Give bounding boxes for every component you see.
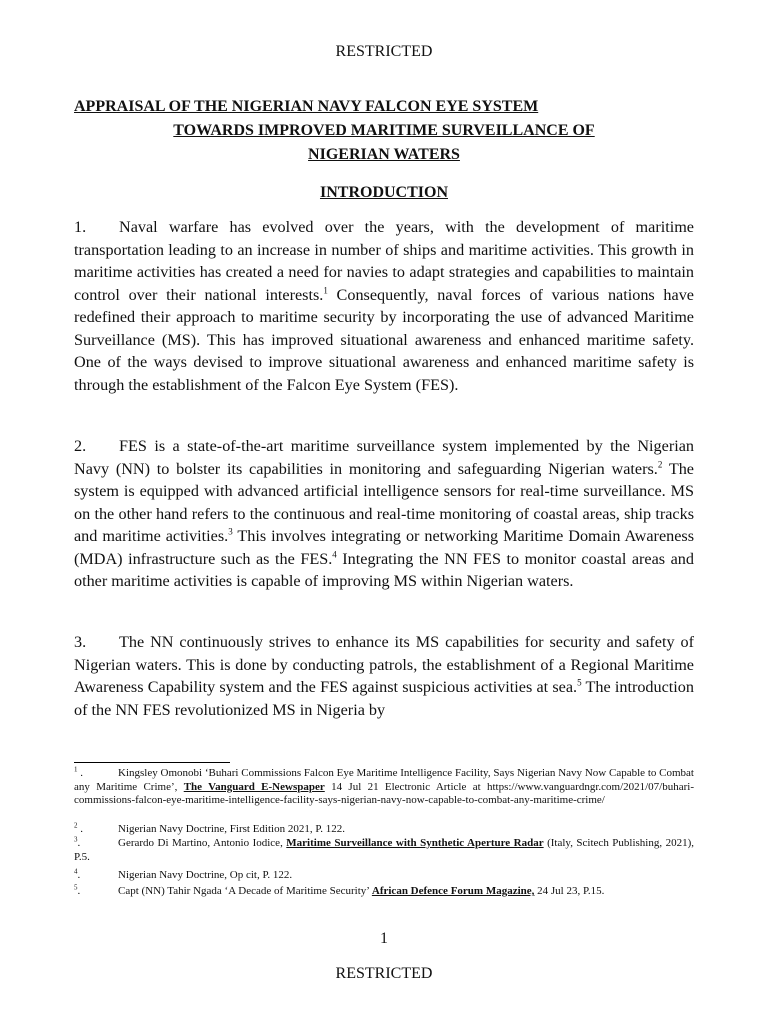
footnote-marker-suffix: . [77, 869, 81, 881]
footnote-text: Gerardo Di Martino, Antonio Iodice, [118, 837, 287, 849]
footnote-marker [74, 837, 118, 851]
paragraph-text: Naval warfare has evolved over the years, with the development of maritime transportation leading to an increase in number of ships and maritime activities. This growth in maritime activities has created a need for navies to adapt strategies and capabilities to maintain control over their national interests. [74, 218, 694, 304]
footnote-marker [74, 767, 118, 781]
title-line-3: NIGERIAN WATERS [308, 146, 460, 163]
footnote-source-title: African Defence Forum Magazine, [371, 885, 535, 897]
footnote-marker-number: 2 [74, 821, 78, 830]
footnote-2 [74, 823, 694, 837]
footnote-1 [74, 767, 694, 808]
footnote-text: Capt (NN) Tahir Ngada ‘A Decade of Maritime Security’ [118, 885, 372, 897]
paragraph-text: The introduction of the NN FES revolutionized MS in Nigeria by [74, 678, 694, 719]
footnote-marker [74, 869, 118, 883]
paragraph-3 [74, 631, 694, 721]
footnote-reference: 1 [323, 285, 328, 296]
footnote-reference: 2 [657, 459, 663, 470]
paragraph-text: The system is equipped with advanced artificial intelligence sensors for real-time surveillance. MS on the other hand refers to the continuous and real-time monitoring of coastal areas, ship tracks and maritime activities. [74, 459, 694, 545]
header-security-marking: RESTRICTED [335, 43, 433, 60]
footnote-4 [74, 869, 694, 883]
footnote-3 [74, 837, 694, 864]
footnote-text: (Italy, Scitech Publishing, 2021), P.5. [74, 837, 694, 863]
footnote-text: 24 Jul 23, P.15. [534, 885, 605, 897]
paragraph-text: This involves integrating or networking Maritime Domain Awareness (MDA) infrastructure such as the FES. [74, 527, 695, 568]
title-line-2: TOWARDS IMPROVED MARITIME SURVEILLANCE OF [173, 122, 595, 139]
footnote-text: Nigerian Navy Doctrine, First Edition 2021, P. 122. [118, 823, 346, 835]
footnote-reference: 4 [332, 549, 337, 560]
footnote-marker-number: 1 [74, 765, 78, 774]
footnote-source-title: Maritime Surveillance with Synthetic Aperture Radar [286, 837, 544, 849]
footnote-reference: 5 [577, 677, 582, 688]
section-heading: INTRODUCTION [319, 184, 448, 201]
footnote-marker-suffix: . [77, 885, 81, 897]
footnote-marker-suffix: . [77, 767, 83, 779]
footnote-marker [74, 823, 118, 837]
footnote-5 [74, 885, 694, 899]
footer-security-marking: RESTRICTED [335, 965, 433, 982]
paragraph-text: Integrating the NN FES to monitor coastal areas and other maritime activities is capable of improving MS within Nigerian waters. [74, 549, 694, 590]
paragraph-1 [74, 216, 694, 396]
paragraph-number: 2. [74, 437, 87, 455]
title-line-1: APPRAISAL OF THE NIGERIAN NAVY FALCON EYE SYSTEM [74, 98, 539, 115]
document-title [74, 95, 694, 167]
footnote-marker-suffix: . [77, 823, 83, 835]
footnote-marker-suffix: . [77, 837, 81, 849]
footnote-source-title: The Vanguard E-Newspaper [183, 780, 325, 793]
footnote-marker-number: 3 [74, 835, 78, 844]
paragraph-text: FES is a state-of-the-art maritime surveillance system implemented by the Nigerian Navy (NN) to bolster its capabilities in monitoring and safeguarding Nigerian waters. [74, 437, 694, 478]
footnote-separator [74, 762, 230, 763]
footnote-marker-number: 5 [74, 883, 78, 892]
footnote-marker-number: 4 [74, 867, 78, 876]
paragraph-text: Consequently, naval forces of various nations have redefined their approach to maritime security by incorporating the use of advanced Maritime Surveillance (MS). This has improved situational awareness and enhanced maritime safety. One of the ways devised to improve situational awareness and enhanced maritime safety is through the establishment of the Falcon Eye System (FES). [74, 285, 694, 394]
page-number: 1 [380, 930, 388, 947]
paragraph-number: 3. [74, 633, 87, 651]
paragraph-2 [74, 435, 694, 593]
paragraph-number: 1. [74, 218, 87, 236]
footnote-text: 14 Jul 21 Electronic Article at https://www.vanguardngr.com/2021/07/buhari-commissions-falcon-eye-maritime-intelligence-facility-says-nigerian-navy-now-capable-to-combat-any-maritime-crime/ [74, 780, 694, 806]
footnote-text: Kingsley Omonobi ‘Buhari Commissions Falcon Eye Maritime Intelligence Facility, Says Nigerian Navy Now Capable to Combat any Maritime Crime’, [74, 767, 694, 793]
footnote-reference: 3 [228, 526, 233, 537]
footnote-text: Nigerian Navy Doctrine, Op cit, P. 122. [118, 869, 293, 881]
footnote-marker [74, 885, 118, 899]
paragraph-text: The NN continuously strives to enhance its MS capabilities for security and safety of Nigerian waters. This is done by conducting patrols, the establishment of a Regional Maritime Awareness Capability system and the FES against suspicious activities at sea. [74, 633, 694, 696]
